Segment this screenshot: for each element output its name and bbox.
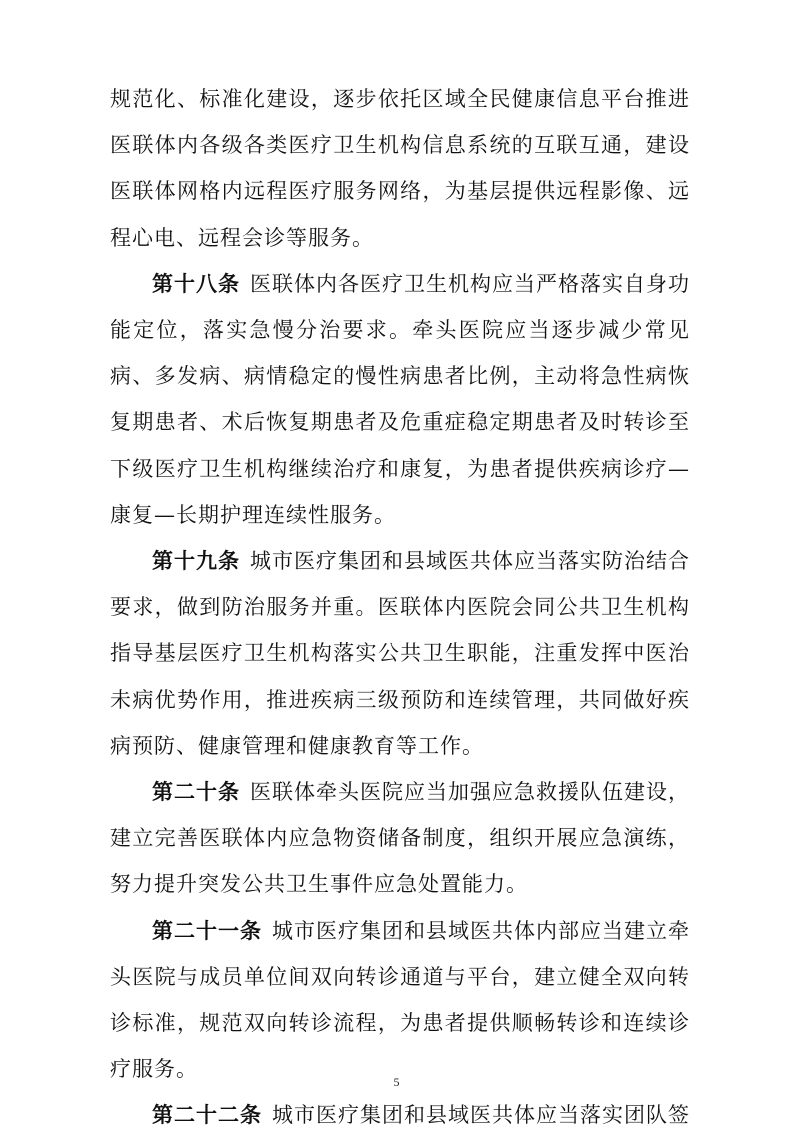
article-heading: 第十九条 bbox=[152, 549, 240, 574]
paragraph-text: 城市医疗集团和县域医共体应当落实团队签 bbox=[272, 1103, 690, 1128]
article-19 bbox=[110, 538, 690, 769]
article-heading: 第二十条 bbox=[152, 780, 240, 805]
article-heading: 第二十一条 bbox=[152, 918, 262, 943]
paragraph-text: 规范化、标准化建设，逐步依托区域全民健康信息平台推进医联体内各级各类医疗卫生机构信息系统的互联互通，建设医联体网格内远程医疗服务网络，为基层提供远程影像、远程心电、远程会诊等服务。 bbox=[110, 87, 690, 250]
document-body bbox=[110, 76, 690, 1139]
paragraph-text: 城市医疗集团和县域医共体内部应当建立牵头医院与成员单位间双向转诊通道与平台，建立健全双向转诊标准，规范双向转诊流程，为患者提供顺畅转诊和连续诊疗服务。 bbox=[110, 918, 690, 1082]
article-22 bbox=[110, 1092, 690, 1138]
paragraph-text: 城市医疗集团和县域医共体应当落实防治结合要求，做到防治服务并重。医联体内医院会同公共卫生机构指导基层医疗卫生机构落实公共卫生职能，注重发挥中医治未病优势作用，推进疾病三级预防和连续管理，共同做好疾病预防、健康管理和健康教育等工作。 bbox=[110, 549, 690, 758]
page-number: 5 bbox=[393, 1075, 400, 1089]
article-heading: 第二十二条 bbox=[152, 1103, 262, 1128]
article-21 bbox=[110, 908, 690, 1093]
paragraph-text: 医联体牵头医院应当加强应急救援队伍建设，建立完善医联体内应急物资储备制度，组织开展应急演练，努力提升突发公共卫生事件应急处置能力。 bbox=[110, 780, 690, 897]
article-18 bbox=[110, 261, 690, 538]
article-20 bbox=[110, 769, 690, 908]
article-heading: 第十八条 bbox=[152, 271, 240, 296]
paragraph-text: 医联体内各医疗卫生机构应当严格落实自身功能定位，落实急慢分治要求。牵头医院应当逐步减少常见病、多发病、病情稳定的慢性病患者比例，主动将急性病恢复期患者、术后恢复期患者及危重症稳定期患者及时转诊至下级医疗卫生机构继续治疗和康复，为患者提供疾病诊疗—康复—长期护理连续性服务。 bbox=[110, 271, 690, 527]
paragraph-continuation bbox=[110, 76, 690, 261]
